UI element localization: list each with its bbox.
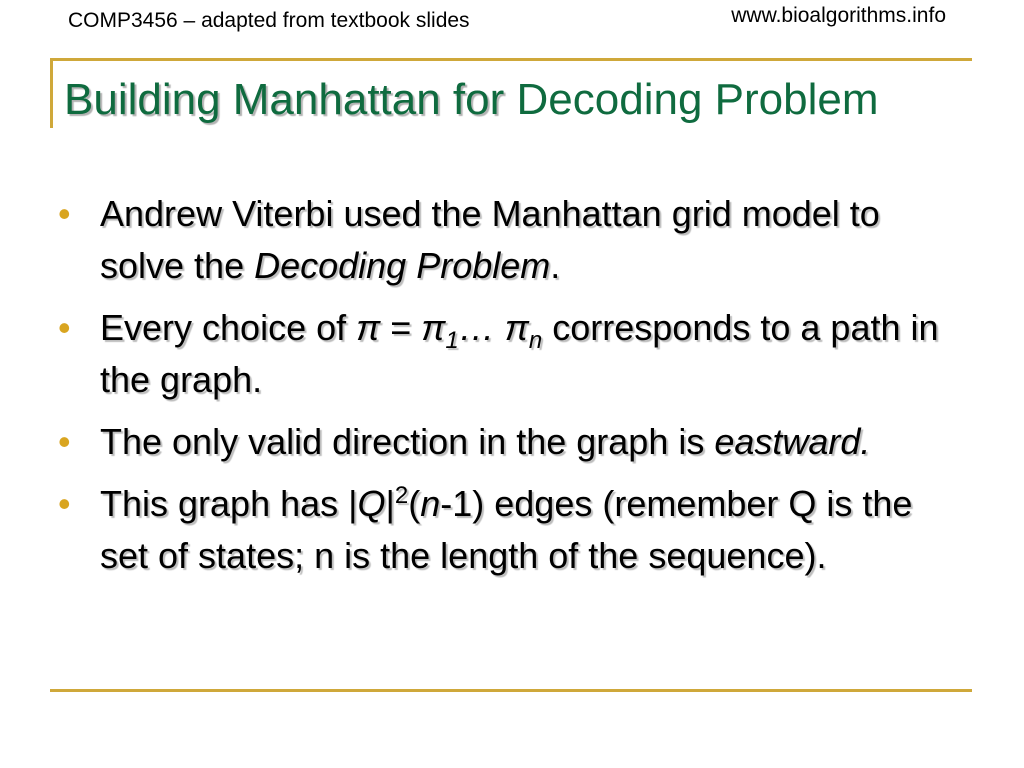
bottom-rule: [50, 689, 972, 692]
bullet-emphasis: Decoding Problem: [254, 245, 551, 286]
bullet-text: This graph has |: [100, 483, 358, 524]
subscript: n: [528, 327, 543, 355]
bullet-item: [58, 478, 958, 582]
bullet-text: |: [385, 483, 395, 524]
bullet-text: =: [380, 307, 422, 348]
title-part-1: Building Manhattan for: [64, 75, 505, 124]
bullet-text: (: [408, 483, 421, 524]
bullet-icon: •: [58, 421, 71, 462]
bullet-item: [58, 302, 958, 406]
top-rule: [50, 58, 972, 61]
bullet-text: -1) edges (remember Q is the set of states; n is the length of the sequence).: [100, 483, 913, 576]
subscript: 1: [445, 327, 459, 355]
pi-symbol: π: [356, 307, 381, 348]
superscript: 2: [394, 482, 409, 509]
bullet-icon: •: [58, 193, 71, 234]
bullet-text: Every choice of: [100, 307, 357, 348]
pi-symbol: π: [421, 307, 446, 348]
slide-title: [64, 74, 878, 126]
title-part-2: Decoding Problem: [504, 75, 879, 124]
course-header: COMP3456 – adapted from textbook slides: [68, 9, 470, 32]
bullet-item: [58, 188, 958, 292]
bullet-item: [58, 416, 958, 468]
bullet-text: .: [550, 245, 561, 286]
q-symbol: Q: [357, 483, 386, 524]
bullet-icon: •: [58, 307, 71, 348]
bullet-text: corresponds to a path in the graph.: [100, 307, 939, 400]
bullet-text: Andrew Viterbi used the Manhattan grid model to solve the: [100, 193, 880, 286]
n-symbol: n: [420, 483, 441, 524]
ellipsis: …: [458, 307, 505, 348]
bullet-icon: •: [58, 483, 71, 524]
left-rule: [50, 58, 53, 128]
bullet-text: The only valid direction in the graph is: [100, 421, 715, 462]
bullet-emphasis: eastward.: [714, 421, 871, 462]
pi-symbol: π: [504, 307, 529, 348]
bullet-list: [58, 188, 958, 592]
website-header: www.bioalgorithms.info: [731, 4, 946, 27]
